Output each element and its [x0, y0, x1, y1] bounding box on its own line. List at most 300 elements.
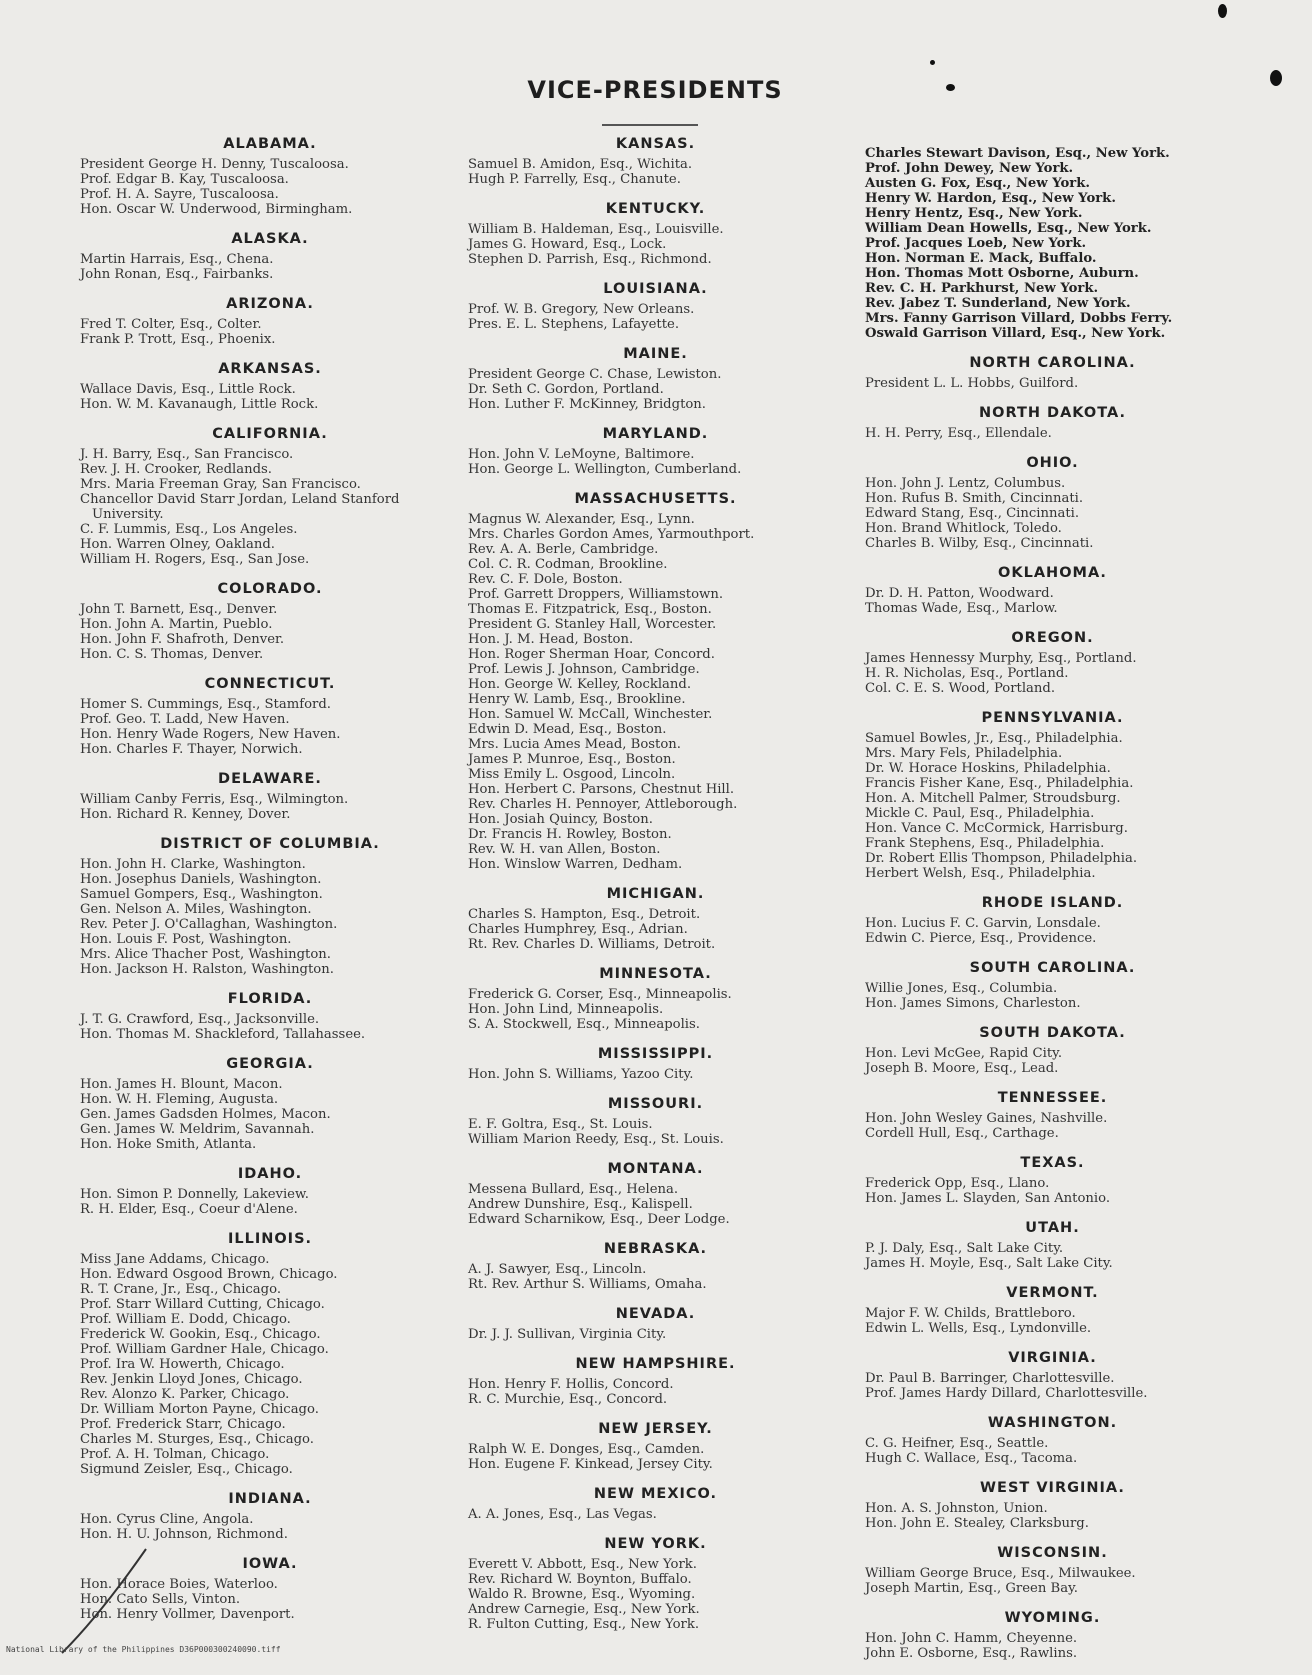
state-heading: TEXAS. — [1020, 1155, 1085, 1171]
vice-president-entry: Prof. H. A. Sayre, Tuscaloosa. — [80, 187, 279, 202]
vice-president-entry: William Marion Reedy, Esq., St. Louis. — [468, 1132, 724, 1147]
state-section — [865, 1415, 1240, 1466]
vice-president-entry: James P. Munroe, Esq., Boston. — [468, 752, 676, 767]
state-heading: MAINE. — [623, 346, 688, 362]
state-section — [468, 1161, 843, 1227]
state-section — [865, 1350, 1240, 1401]
vice-president-entry: President George H. Denny, Tuscaloosa. — [80, 157, 349, 172]
vice-president-entry: Samuel Gompers, Esq., Washington. — [80, 887, 323, 902]
state-section — [80, 836, 460, 977]
vice-president-entry: Prof. Lewis J. Johnson, Cambridge. — [468, 662, 700, 677]
vice-president-entry: Hon. James L. Slayden, San Antonio. — [865, 1191, 1111, 1206]
vice-president-entry: Rev. Jabez T. Sunderland, New York. — [865, 296, 1131, 311]
vice-president-entry: Prof. Jacques Loeb, New York. — [865, 236, 1087, 251]
state-heading: NEBRASKA. — [603, 1241, 708, 1257]
vice-president-entry: E. F. Goltra, Esq., St. Louis. — [468, 1117, 653, 1132]
vice-president-entry: Mrs. Fanny Garrison Villard, Dobbs Ferry. — [865, 311, 1173, 326]
name-list — [865, 1436, 1240, 1466]
state-section — [80, 136, 460, 217]
vice-president-entry: Edward Stang, Esq., Cincinnati. — [865, 506, 1080, 521]
vice-president-entry: Hon. J. M. Head, Boston. — [468, 632, 634, 647]
state-section — [865, 895, 1240, 946]
vice-president-entry: Dr. J. J. Sullivan, Virginia City. — [468, 1327, 667, 1342]
name-list — [80, 697, 460, 757]
vice-president-entry: Magnus W. Alexander, Esq., Lynn. — [468, 512, 695, 527]
name-list — [468, 1557, 843, 1632]
name-list — [865, 981, 1240, 1011]
vice-president-entry: Hon. Edward Osgood Brown, Chicago. — [80, 1267, 338, 1282]
vice-president-entry: R. T. Crane, Jr., Esq., Chicago. — [80, 1282, 282, 1297]
name-list — [80, 1512, 460, 1542]
vice-president-entry: President G. Stanley Hall, Worcester. — [468, 617, 717, 632]
vice-president-entry: Prof. John Dewey, New York. — [865, 161, 1074, 176]
state-section — [865, 1285, 1240, 1336]
name-list — [80, 602, 460, 662]
state-section — [80, 296, 460, 347]
name-list — [865, 1566, 1240, 1596]
vice-president-entry: Hon. Norman E. Mack, Buffalo. — [865, 251, 1097, 266]
vice-president-entry: Hon. Thomas M. Shackleford, Tallahassee. — [80, 1027, 366, 1042]
vice-president-entry: William H. Rogers, Esq., San Jose. — [80, 552, 310, 567]
vice-president-entry: Hon. Henry Wade Rogers, New Haven. — [80, 727, 341, 742]
state-heading: MARYLAND. — [602, 426, 709, 442]
name-list — [80, 382, 460, 412]
vice-president-entry: Prof. W. B. Gregory, New Orleans. — [468, 302, 695, 317]
vice-president-entry: John Ronan, Esq., Fairbanks. — [80, 267, 274, 282]
state-heading: SOUTH DAKOTA. — [979, 1025, 1126, 1041]
vice-president-entry: Mickle C. Paul, Esq., Philadelphia. — [865, 806, 1095, 821]
name-list — [80, 1077, 460, 1152]
vice-president-entry: Henry W. Lamb, Esq., Brookline. — [468, 692, 686, 707]
vice-president-entry: Hon. Cyrus Cline, Angola. — [80, 1512, 254, 1527]
name-list — [865, 1631, 1240, 1661]
name-list — [80, 252, 460, 282]
vice-president-entry: Hon. Louis F. Post, Washington. — [80, 932, 292, 947]
vice-president-entry: Prof. William E. Dodd, Chicago. — [80, 1312, 291, 1327]
name-list — [865, 1306, 1240, 1336]
vice-president-entry: Hon. John C. Hamm, Cheyenne. — [865, 1631, 1078, 1646]
ink-speck — [1270, 70, 1282, 86]
vice-president-entry: Rev. Jenkin Lloyd Jones, Chicago. — [80, 1372, 303, 1387]
state-section — [468, 1306, 843, 1342]
vice-president-entry: Rt. Rev. Charles D. Williams, Detroit. — [468, 937, 716, 952]
vice-president-entry: Dr. D. H. Patton, Woodward. — [865, 586, 1054, 601]
state-heading: MASSACHUSETTS. — [574, 491, 737, 507]
vice-president-entry: R. C. Murchie, Esq., Concord. — [468, 1392, 668, 1407]
state-section — [865, 146, 1240, 341]
vice-president-entry: Mrs. Mary Fels, Philadelphia. — [865, 746, 1063, 761]
state-heading: WYOMING. — [1004, 1610, 1101, 1626]
vice-president-entry: Samuel B. Amidon, Esq., Wichita. — [468, 157, 693, 172]
state-heading: NEVADA. — [615, 1306, 696, 1322]
vice-president-entry: James H. Moyle, Esq., Salt Lake City. — [865, 1256, 1113, 1271]
name-list — [865, 916, 1240, 946]
footer-caption: National Library of the Philippines D36P000300240090.tiff — [6, 1645, 281, 1654]
state-heading: VERMONT. — [1006, 1285, 1099, 1301]
name-list — [80, 1187, 460, 1217]
vice-president-entry: Hon. Roger Sherman Hoar, Concord. — [468, 647, 715, 662]
vice-president-entry: P. J. Daly, Esq., Salt Lake City. — [865, 1241, 1064, 1256]
name-list — [865, 1501, 1240, 1531]
vice-president-entry: Hon. Herbert C. Parsons, Chestnut Hill. — [468, 782, 735, 797]
vice-president-entry: Martin Harrais, Esq., Chena. — [80, 252, 274, 267]
state-heading: WEST VIRGINIA. — [980, 1480, 1125, 1496]
state-section — [865, 1220, 1240, 1271]
name-list — [865, 586, 1240, 616]
vice-president-entry: Hon. George W. Kelley, Rockland. — [468, 677, 692, 692]
state-heading: MINNESOTA. — [599, 966, 712, 982]
vice-president-entry: Sigmund Zeisler, Esq., Chicago. — [80, 1462, 293, 1477]
vice-president-entry: Homer S. Cummings, Esq., Stamford. — [80, 697, 331, 712]
vice-president-entry: Hon. A. Mitchell Palmer, Stroudsburg. — [865, 791, 1121, 806]
vice-president-entry: Wallace Davis, Esq., Little Rock. — [80, 382, 296, 397]
vice-president-entry: Hon. John Lind, Minneapolis. — [468, 1002, 664, 1017]
name-list — [468, 512, 843, 872]
name-list — [468, 987, 843, 1032]
state-heading: NEW MEXICO. — [593, 1486, 718, 1502]
vice-president-entry: Hon. Luther F. McKinney, Bridgton. — [468, 397, 706, 412]
state-heading: FLORIDA. — [227, 991, 313, 1007]
column-3 — [865, 146, 1240, 1675]
vice-president-entry: Miss Emily L. Osgood, Lincoln. — [468, 767, 676, 782]
vice-president-entry: John E. Osborne, Esq., Rawlins. — [865, 1646, 1078, 1661]
name-list — [865, 1046, 1240, 1076]
state-section — [865, 710, 1240, 881]
vice-president-entry: Hugh P. Farrelly, Esq., Chanute. — [468, 172, 681, 187]
vice-president-entry: James G. Howard, Esq., Lock. — [468, 237, 667, 252]
vice-president-entry: Hon. Samuel W. McCall, Winchester. — [468, 707, 713, 722]
state-section — [468, 1486, 843, 1522]
state-section — [468, 201, 843, 267]
vice-president-entry: Prof. Garrett Droppers, Williamstown. — [468, 587, 724, 602]
vice-president-entry: Rev. Charles H. Pennoyer, Attleborough. — [468, 797, 738, 812]
vice-president-entry: Cordell Hull, Esq., Carthage. — [865, 1126, 1059, 1141]
vice-president-entry: Rev. Richard W. Boynton, Buffalo. — [468, 1572, 692, 1587]
vice-president-entry: H. H. Perry, Esq., Ellendale. — [865, 426, 1052, 441]
state-section — [468, 1096, 843, 1147]
state-section — [80, 361, 460, 412]
state-section — [468, 426, 843, 477]
state-heading: DISTRICT OF COLUMBIA. — [160, 836, 380, 852]
name-list — [80, 792, 460, 822]
vice-president-entry: Andrew Dunshire, Esq., Kalispell. — [468, 1197, 693, 1212]
vice-president-entry: Pres. E. L. Stephens, Lafayette. — [468, 317, 680, 332]
vice-president-entry: Henry Hentz, Esq., New York. — [865, 206, 1083, 221]
vice-president-entry: Francis Fisher Kane, Esq., Philadelphia. — [865, 776, 1134, 791]
ink-speck — [930, 60, 935, 65]
vice-president-entry: William Dean Howells, Esq., New York. — [865, 221, 1152, 236]
name-list — [865, 426, 1240, 441]
vice-president-entry: Mrs. Charles Gordon Ames, Yarmouthport. — [468, 527, 755, 542]
vice-president-entry: J. H. Barry, Esq., San Francisco. — [80, 447, 294, 462]
state-heading: ALASKA. — [231, 231, 309, 247]
vice-president-entry: Hon. John J. Lentz, Columbus. — [865, 476, 1066, 491]
name-list — [80, 857, 460, 977]
state-section — [865, 630, 1240, 696]
vice-president-entry: President George C. Chase, Lewiston. — [468, 367, 722, 382]
name-list — [468, 1067, 843, 1082]
vice-president-entry: Hon. Richard R. Kenney, Dover. — [80, 807, 291, 822]
vice-president-entry: Prof. Frederick Starr, Chicago. — [80, 1417, 286, 1432]
vice-president-entry: R. H. Elder, Esq., Coeur d'Alene. — [80, 1202, 298, 1217]
vice-president-entry: Gen. James Gadsden Holmes, Macon. — [80, 1107, 331, 1122]
state-heading: OKLAHOMA. — [998, 565, 1107, 581]
state-heading: MISSOURI. — [607, 1096, 704, 1112]
vice-president-entry: Dr. William Morton Payne, Chicago. — [80, 1402, 319, 1417]
vice-president-entry: Miss Jane Addams, Chicago. — [80, 1252, 270, 1267]
vice-president-entry: Hon. A. S. Johnston, Union. — [865, 1501, 1048, 1516]
name-list — [468, 1182, 843, 1227]
vice-president-entry: Col. C. E. S. Wood, Portland. — [865, 681, 1056, 696]
state-section — [865, 1090, 1240, 1141]
vice-president-entry: Henry W. Hardon, Esq., New York. — [865, 191, 1116, 206]
vice-president-entry: Dr. Francis H. Rowley, Boston. — [468, 827, 672, 842]
vice-president-entry: Hon. John F. Shafroth, Denver. — [80, 632, 285, 647]
vice-president-entry: Prof. James Hardy Dillard, Charlottesville. — [865, 1386, 1148, 1401]
vice-president-entry: Charles Stewart Davison, Esq., New York. — [865, 146, 1170, 161]
name-list — [865, 651, 1240, 696]
vice-president-entry: President L. L. Hobbs, Guilford. — [865, 376, 1079, 391]
vice-president-entry: Hon. Josiah Quincy, Boston. — [468, 812, 653, 827]
name-list — [865, 1371, 1240, 1401]
state-heading: WISCONSIN. — [997, 1545, 1108, 1561]
vice-president-entry: Hon. John E. Stealey, Clarksburg. — [865, 1516, 1089, 1531]
state-heading: MICHIGAN. — [606, 886, 705, 902]
name-list — [80, 1012, 460, 1042]
name-list — [865, 476, 1240, 551]
name-list — [468, 157, 843, 187]
vice-president-entry: Hon. Josephus Daniels, Washington. — [80, 872, 322, 887]
name-list — [468, 302, 843, 332]
state-section — [865, 405, 1240, 441]
name-list — [80, 157, 460, 217]
vice-president-entry: A. A. Jones, Esq., Las Vegas. — [468, 1507, 657, 1522]
vice-president-entry: Dr. W. Horace Hoskins, Philadelphia. — [865, 761, 1111, 776]
state-section — [865, 1480, 1240, 1531]
state-section — [468, 1046, 843, 1082]
state-heading: TENNESSEE. — [997, 1090, 1108, 1106]
state-section — [80, 231, 460, 282]
name-list — [865, 1241, 1240, 1271]
state-section — [865, 1025, 1240, 1076]
name-list — [80, 317, 460, 347]
state-heading: ALABAMA. — [223, 136, 317, 152]
state-section — [468, 346, 843, 412]
state-section — [468, 136, 843, 187]
vice-president-entry: Hon. W. M. Kavanaugh, Little Rock. — [80, 397, 319, 412]
vice-president-entry: Hon. Horace Boies, Waterloo. — [80, 1577, 278, 1592]
vice-president-entry: Charles S. Hampton, Esq., Detroit. — [468, 907, 701, 922]
vice-president-entry: John T. Barnett, Esq., Denver. — [80, 602, 278, 617]
vice-president-entry: Thomas E. Fitzpatrick, Esq., Boston. — [468, 602, 712, 617]
vice-president-entry: Hon. Hoke Smith, Atlanta. — [80, 1137, 257, 1152]
vice-president-entry: Hon. Lucius F. C. Garvin, Lonsdale. — [865, 916, 1101, 931]
state-heading: MONTANA. — [607, 1161, 704, 1177]
state-section — [80, 676, 460, 757]
name-list — [80, 447, 460, 567]
vice-president-entry: Prof. William Gardner Hale, Chicago. — [80, 1342, 329, 1357]
state-section — [80, 1056, 460, 1152]
state-section — [865, 355, 1240, 391]
state-heading: KANSAS. — [615, 136, 696, 152]
ink-speck — [946, 84, 955, 91]
vice-president-entry: Hon. H. U. Johnson, Richmond. — [80, 1527, 288, 1542]
vice-president-entry: Rev. C. F. Dole, Boston. — [468, 572, 623, 587]
state-section — [80, 581, 460, 662]
vice-president-entry: Rev. W. H. van Allen, Boston. — [468, 842, 661, 857]
vice-president-entry: Frank Stephens, Esq., Philadelphia. — [865, 836, 1105, 851]
vice-president-entry: William George Bruce, Esq., Milwaukee. — [865, 1566, 1136, 1581]
vice-president-entry: Hon. Winslow Warren, Dedham. — [468, 857, 683, 872]
name-list — [468, 907, 843, 952]
vice-president-entry: Hon. James H. Blount, Macon. — [80, 1077, 283, 1092]
vice-president-entry: Hon. Levi McGee, Rapid City. — [865, 1046, 1063, 1061]
vice-president-entry: Hon. Henry F. Hollis, Concord. — [468, 1377, 674, 1392]
vice-president-entry: Edwin C. Pierce, Esq., Providence. — [865, 931, 1097, 946]
state-section — [468, 1421, 843, 1472]
state-heading: CALIFORNIA. — [212, 426, 328, 442]
vice-president-entry: Messena Bullard, Esq., Helena. — [468, 1182, 679, 1197]
vice-president-entry: Hon. Eugene F. Kinkead, Jersey City. — [468, 1457, 713, 1472]
vice-president-entry: Rev. A. A. Berle, Cambridge. — [468, 542, 659, 557]
vice-president-entry: Frederick G. Corser, Esq., Minneapolis. — [468, 987, 732, 1002]
name-list — [865, 731, 1240, 881]
vice-president-entry: Frederick W. Gookin, Esq., Chicago. — [80, 1327, 321, 1342]
state-heading: NORTH DAKOTA. — [979, 405, 1126, 421]
page-title: VICE-PRESIDENTS — [527, 76, 783, 104]
vice-president-entry: Edwin L. Wells, Esq., Lyndonville. — [865, 1321, 1092, 1336]
vice-president-entry: Everett V. Abbott, Esq., New York. — [468, 1557, 697, 1572]
vice-president-entry: Frederick Opp, Esq., Llano. — [865, 1176, 1050, 1191]
state-section — [80, 1166, 460, 1217]
vice-president-entry: C. F. Lummis, Esq., Los Angeles. — [80, 522, 298, 537]
state-heading: SOUTH CAROLINA. — [969, 960, 1136, 976]
vice-president-entry: William B. Haldeman, Esq., Louisville. — [468, 222, 724, 237]
vice-president-entry: Hon. Henry Vollmer, Davenport. — [80, 1607, 295, 1622]
state-heading: NORTH CAROLINA. — [969, 355, 1136, 371]
vice-president-entry: Edward Scharnikow, Esq., Deer Lodge. — [468, 1212, 730, 1227]
vice-president-entry: Hon. John H. Clarke, Washington. — [80, 857, 306, 872]
vice-president-entry: Hon. George L. Wellington, Cumberland. — [468, 462, 742, 477]
state-section — [468, 966, 843, 1032]
vice-president-entry: Stephen D. Parrish, Esq., Richmond. — [468, 252, 712, 267]
vice-president-entry: Prof. Geo. T. Ladd, New Haven. — [80, 712, 290, 727]
vice-president-entry: C. G. Heifner, Esq., Seattle. — [865, 1436, 1049, 1451]
state-section — [468, 886, 843, 952]
vice-president-entry: Hon. Rufus B. Smith, Cincinnati. — [865, 491, 1084, 506]
name-list — [865, 376, 1240, 391]
state-section — [80, 1491, 460, 1542]
vice-president-entry: Joseph Martin, Esq., Green Bay. — [865, 1581, 1078, 1596]
vice-president-entry: Gen. Nelson A. Miles, Washington. — [80, 902, 312, 917]
vice-president-entry: Prof. Starr Willard Cutting, Chicago. — [80, 1297, 325, 1312]
vice-president-entry: Edwin D. Mead, Esq., Boston. — [468, 722, 667, 737]
state-section — [468, 491, 843, 872]
vice-president-entry: Willie Jones, Esq., Columbia. — [865, 981, 1058, 996]
state-heading: NEW JERSEY. — [598, 1421, 713, 1437]
state-heading: IOWA. — [242, 1556, 298, 1572]
vice-president-entry: Charles M. Sturges, Esq., Chicago. — [80, 1432, 314, 1447]
vice-president-entry: Rev. Peter J. O'Callaghan, Washington. — [80, 917, 338, 932]
vice-president-entry: Prof. Ira W. Howerth, Chicago. — [80, 1357, 285, 1372]
state-heading: IDAHO. — [237, 1166, 303, 1182]
vice-president-entry: Austen G. Fox, Esq., New York. — [865, 176, 1090, 191]
state-heading: ARKANSAS. — [218, 361, 322, 377]
ink-speck — [1218, 4, 1227, 18]
state-heading: GEORGIA. — [226, 1056, 314, 1072]
state-section — [865, 1545, 1240, 1596]
vice-president-entry: Frank P. Trott, Esq., Phoenix. — [80, 332, 276, 347]
vice-president-entry: H. R. Nicholas, Esq., Portland. — [865, 666, 1069, 681]
name-list — [468, 1327, 843, 1342]
vice-president-entry: Hon. James Simons, Charleston. — [865, 996, 1081, 1011]
name-list — [468, 1442, 843, 1472]
vice-president-entry: Hon. John S. Williams, Yazoo City. — [468, 1067, 694, 1082]
state-section — [80, 991, 460, 1042]
vice-president-entry: Rev. C. H. Parkhurst, New York. — [865, 281, 1099, 296]
vice-president-entry: S. A. Stockwell, Esq., Minneapolis. — [468, 1017, 700, 1032]
vice-president-entry: James Hennessy Murphy, Esq., Portland. — [865, 651, 1137, 666]
vice-president-entry: Hon. Vance C. McCormick, Harrisburg. — [865, 821, 1128, 836]
name-list — [865, 146, 1240, 341]
state-section — [468, 1356, 843, 1407]
state-section — [865, 960, 1240, 1011]
vice-president-entry: Col. C. R. Codman, Brookline. — [468, 557, 668, 572]
vice-president-entry: Joseph B. Moore, Esq., Lead. — [865, 1061, 1059, 1076]
pen-stroke-mark — [60, 1545, 150, 1655]
vice-president-entry: Hon. Oscar W. Underwood, Birmingham. — [80, 202, 353, 217]
state-heading: RHODE ISLAND. — [981, 895, 1124, 911]
state-section — [865, 1155, 1240, 1206]
state-section — [468, 281, 843, 332]
vice-president-entry: Hon. C. S. Thomas, Denver. — [80, 647, 264, 662]
vice-president-entry: Hon. John Wesley Gaines, Nashville. — [865, 1111, 1108, 1126]
state-heading: NEW HAMPSHIRE. — [575, 1356, 736, 1372]
vice-president-entry: J. T. G. Crawford, Esq., Jacksonville. — [80, 1012, 320, 1027]
name-list — [80, 1252, 460, 1477]
state-heading: INDIANA. — [228, 1491, 312, 1507]
state-heading: ILLINOIS. — [227, 1231, 313, 1247]
name-list — [468, 222, 843, 267]
vice-president-entry: Hon. Simon P. Donnelly, Lakeview. — [80, 1187, 309, 1202]
state-section — [80, 771, 460, 822]
state-section — [865, 455, 1240, 551]
vice-president-entry: Gen. James W. Meldrim, Savannah. — [80, 1122, 315, 1137]
name-list — [468, 1117, 843, 1147]
state-section — [80, 426, 460, 567]
vice-president-entry: Waldo R. Browne, Esq., Wyoming. — [468, 1587, 696, 1602]
vice-president-entry: Herbert Welsh, Esq., Philadelphia. — [865, 866, 1096, 881]
title-rule — [602, 124, 698, 126]
state-heading: UTAH. — [1025, 1220, 1080, 1236]
vice-president-entry: Rev. J. H. Crooker, Redlands. — [80, 462, 272, 477]
name-list — [865, 1176, 1240, 1206]
state-heading: DELAWARE. — [218, 771, 322, 787]
vice-president-entry: Major F. W. Childs, Brattleboro. — [865, 1306, 1076, 1321]
state-heading: VIRGINIA. — [1008, 1350, 1097, 1366]
vice-president-entry: William Canby Ferris, Esq., Wilmington. — [80, 792, 349, 807]
state-heading: PENNSYLVANIA. — [981, 710, 1124, 726]
name-list — [468, 1377, 843, 1407]
vice-president-entry: Chancellor David Starr Jordan, Leland Stanford University. — [80, 492, 400, 522]
state-section — [865, 1610, 1240, 1661]
vice-president-entry: Hon. Charles F. Thayer, Norwich. — [80, 742, 303, 757]
vice-president-entry: Mrs. Alice Thacher Post, Washington. — [80, 947, 331, 962]
vice-president-entry: Prof. Edgar B. Kay, Tuscaloosa. — [80, 172, 289, 187]
vice-president-entry: Hon. Thomas Mott Osborne, Auburn. — [865, 266, 1139, 281]
state-heading: COLORADO. — [217, 581, 323, 597]
vice-president-entry: Mrs. Maria Freeman Gray, San Francisco. — [80, 477, 361, 492]
